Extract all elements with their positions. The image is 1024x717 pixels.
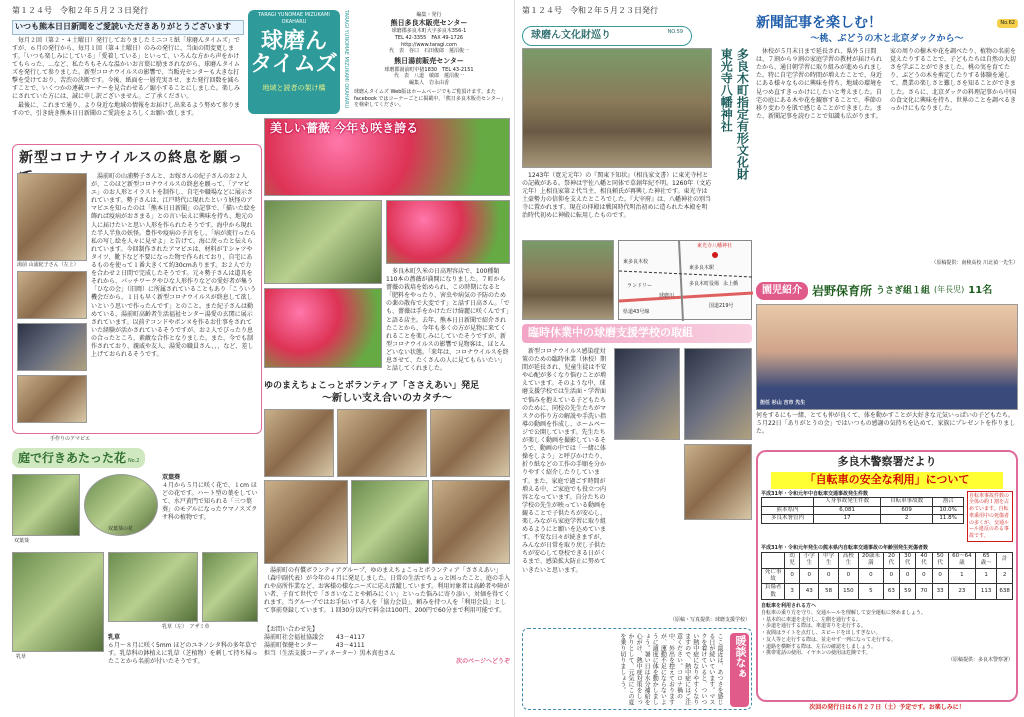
shinbun-headline: 新聞記事を楽しむ！ [756,15,882,31]
publisher-label: 編集・発行 [416,12,442,18]
notice-section [12,20,244,142]
rinji-section [522,324,752,626]
police-table1-cell: 17 [814,515,881,523]
map-shrine-marker [712,252,718,258]
police-table2-cell: 23 [948,584,975,600]
rinji-headline: 臨時休業中の球磨支援学校の取組 [522,324,752,343]
sasaeai-photo-3 [430,409,510,477]
garden-number: No.2 [127,458,140,464]
police-table2-cell: 58 [819,584,838,600]
map-label-route: 国道219号 [709,303,734,309]
shinbun-section [756,14,1018,280]
sasaeai-photo-4 [264,480,348,564]
amabie-photo-2 [17,323,87,371]
police-table1-cell: 6,081 [814,506,881,514]
police-rule-item: ・友人等と走行する際は、並走せず一列になって走行する。 [761,636,897,643]
garden-section [12,448,260,710]
garden-photo-4 [108,552,198,622]
amabie-caption: 手作りのアマビエ [50,436,91,442]
police-side-note: 自転車事故件数の全体の約１割を占めています。自転車乗用中の死傷者の多くが、交通ルール違反のある事故です。 [967,491,1013,542]
police-rule-item: ・道路を横断する際は、左右の確認をしましょう。 [761,643,877,650]
shinbun-credit: （原稿提供：南稜高校 川北禎一先生） [931,260,1018,267]
police-table2-row [762,568,1013,584]
hoikuen-name: 岩野保育所 [812,283,873,298]
police-table2-header-cell: 計 [997,552,1013,568]
bunkazai-photo-2 [522,240,614,320]
garden-caption-3: 乳草 [16,654,27,660]
police-table2-header-cell: 幼児 [785,552,800,568]
police-table2-cell: 3 [785,584,800,600]
danwa-section [522,628,752,710]
garden-flower1-body: ４月から５月に咲く花で、１cm ほどの花です。ハート型の葉をしていて、水戸黄門で知られる「三つ葉葵」のモデルになったウマノスズクサ科の植物です。 [162,482,258,522]
police-section [756,450,1018,702]
amabie-photo-3 [17,375,87,423]
garden-heading: 庭で行きあたった花 [18,451,127,465]
rinji-body: 新型コロナウイルス感染症対策のための臨時休業（休校）期間が延長され、児童生徒は不安や心配が多くなり悩むことが増えています。そのような中、球磨支援学校では生活面・学習面で悩みを抱えている子どもたちのために、同校の先生たちがマスクの作り方の解説や手洗い指導の動画を作成し、ホームページで公開しています。先生たちが楽しく動画を撮影しているそうで、動画の中では「一緒に体操をしよう」と呼びかけたり、折り紙などの工作の手順を分かりやすく紹介したりしています。また、家庭で過ごす時間が増える中、ご家庭でも役立つ内容となっています。自分たちの学校の先生が映っている動画を観ることで子供たちが安心し、楽しみながら家庭学習に取り組めるようにと願いを込めています。不安な日々が続きますが、みんなが日常を取り戻し子供たちが安心して登校できる日がくるまで、感染拡大防止に努めていきたいと思います。 [522,348,607,574]
police-table2-cell: 0 [932,568,948,584]
bunkazai-photo [522,48,712,168]
garden-photo-3 [12,552,104,652]
police-table1-header-cell: 割合 [933,498,964,506]
roses-body: 多良木町久米の日高理容店で、100種類110本の薔薇が満開になりました。７町から薔薇の栽培を始められ、この時期になると「肥料をやったり、害虫や病気の予防のための薬の散布で大変です」と話す日高さん。「でも、薔薇は手をかけただけ綺麗に咲くんです」と語る店主。去年、熊本日日新聞で紹介されたことから、今年も多くの方が見物に来てくれることを楽しみにしていたそうですが、新型コロナウイルスの影響で見物客は、ほとんどいない状態。「来年は、コロナウイルスを終息させて、たくさんの人に見てもらいたい」と話してくれました。 [386,268,510,373]
right-date: 令和２年５月２３日発行 [570,6,658,15]
map-label-taragi: 多良木町役場 [689,281,720,287]
police-table2-header-cell: 60〜64歳 [948,552,975,568]
police-heading: 多良木警察署だより [837,455,937,468]
map-rail [619,271,753,277]
shinbun-number: No.62 [997,19,1018,28]
police-table2-row [762,584,1013,600]
sasaeai-headline: ゆのまえちょこっとボランティア「ささえあい」発足 [264,381,480,391]
amabie-photo-1 [17,271,87,319]
police-rules [761,610,1013,657]
roses-heading: 美しい薔薇 今年も咲き誇る [270,121,419,135]
garden-flower2-name: 乳草 [108,634,121,641]
police-table2-cell: 638 [997,584,1013,600]
shinbun-body: 休校が５月末日まで延長され、県外５日間は、７割から９割の家庭学習の教材が届けられたから、通日朝学習に取り組みが進められました。特に自宅学習の時間が増えたことで、身近にある様々なものに興味を持ち、地域の環境を見つめ直すきっかけにしたいと考えました。自宅の庭にある木や花を観察することで、季節の移り変わりを肌で感じることができました。また、新聞記事を読むことで知識も広がります。家の周りの樹木や花を調べたり、植物の名前を覚えたりすることで、子どもたちは自然の大切さを学ぶことができました。桃の実を育てたり、ぶどうの木を剪定したりする体験を通して、農業の楽しさと難しさを知ることができました。さらに、北京ダックの料理記事から中国の食文化に興味を持ち、世界のことを調べるきっかけにもなりました。 [756,48,1017,120]
police-table1 [761,497,964,523]
roses-photo-4 [264,288,382,368]
sasaeai-contact-label: 【お問い合わせ先】 [264,625,319,633]
hoikuen-teacher: 担任 杉山 吉市 先生 [760,400,806,406]
police-table2-cell: 0 [900,568,916,584]
police-table2-cell: 0 [800,568,819,584]
map-label-landmark: ランドリー [627,283,653,289]
police-table1-header-row [762,498,964,506]
bunkazai-vertical: 多良木町指定有形文化財 東光寺八幡神社 [719,48,750,192]
police-table2-header-cell: 中学生 [819,552,838,568]
shinbun-sub: 〜桃、ぶどうの木と北京ダックから〜 [810,33,964,44]
map-label-station: 東多良木駅 [689,265,715,271]
police-table1-cell: 熊本県内 [762,506,814,514]
sasaeai-photo-2 [337,409,427,477]
sasaeai-contact-3: 担当（生活支援コーディネーター）黒木真也さん [264,649,396,657]
publisher-2-person: 代 表 八道 敏郎 蓮沼俊一 [393,73,464,80]
hoikuen-photo [756,304,1018,410]
bunkazai-number: NO.59 [667,29,683,35]
danwa-body: ここ最近は、あつさを感じる日が続いています。マスクを着けていると、ついつい熱中症になりやすくなりますので、熱中症にはご注意ください。コロナ禍の中、外出を控えておりますが、運動不足にならないように適度に体を動かしましょう。暑い日は水分補給を心がけ、熱中症対策をしっかりとして、元気にこの夏を乗り切りましょう。 [618,633,723,705]
police-table2-cell: 113 [975,584,996,600]
police-table2-cell: 負傷者数 [762,584,785,600]
roses-section [264,118,510,376]
garden-flower2 [108,634,258,666]
sasaeai-photo-5 [351,480,429,564]
garden-flower2-body: ６月〜８月に咲く5mm ほどのユキノシタ科の多年草です。乳草科の鉢植えに乳草（芝植物）を刺して持ち帰ったことから名前が付いたそうです。 [108,642,258,666]
notice-title: いつも熊本日日新聞をご愛読いただきありがとうございます [12,20,244,35]
bunkazai-section [522,26,752,320]
publisher-2-address: 球磨郡湯前町中猪1830 TEL 43-2151 [384,66,474,73]
police-rule-item: ・歩道を通行する際は、車道寄りを走行する。 [761,623,867,630]
footer-note: 次回の発行日は６月２７日（土）予定です。お楽しみに！ [809,704,965,711]
rinji-photo-3 [684,444,752,520]
garden-caption-2: 双葉葵の花 [108,526,134,532]
roses-photo-2 [264,200,382,284]
rinji-photo-1 [614,348,680,440]
right-issue: 第１２４号 [522,6,562,15]
police-table1-header-cell [762,498,814,506]
police-table2-header-cell [762,552,785,568]
sasaeai-sub: 〜新しい支え合いのカタチ〜 [322,393,452,405]
police-table2-cell: 2 [997,568,1013,584]
police-table2-cell: 150 [838,584,858,600]
sasaeai-photo-1 [264,409,334,477]
police-rules-intro: 自転車を利用される方へ [761,603,817,610]
masthead-top: TARAGI YUNOMAE MIZUKAMI OKAHARU [258,12,330,25]
police-table2-cell: 0 [785,568,800,584]
corona-photo [17,173,87,261]
sasaeai-contact-2: 湯前町保健センター 43－4111 [264,641,365,649]
police-table2-header-cell: 高校生 [838,552,858,568]
publisher-1: 熊日多良木販売センター [390,18,468,27]
police-table2 [761,552,1013,601]
police-table2-cell: 1 [948,568,975,584]
police-table1-row [762,506,964,514]
police-rule-item: ・基本的に車道を走行し、左側を通行する。 [761,616,862,623]
sasaeai-body: 湯前町の有償ボランティアグループ、ゆのまえちょこっとボランティア「ささえあい」（森中副代表）が今年の４月に発足しました。日常の生活でちょっと困ったこと、庭の手入れや高所作業など、お客様の様なニーズに応え活躍しています。利用対象者は高齢者や障がい者、子育て世代で「ささいなことや頼みにくい」といった悩みに寄り添い、対価を得てくれます。当グループではお手伝いする人を「協力会員」、頼みを持つ人を「利用会員」として事前登録しています。１回30分以内で料金は100円、200円で60分まで利用可能です。 [264,566,511,615]
map-label-bridge: 永上橋 [723,281,739,287]
corona-headline: 新型コロナウイルスの終息を願っ [19,150,244,166]
police-table2-header-cell: 40代 [916,552,932,568]
police-table2-header-cell: 20代 [883,552,899,568]
sasaeai-continue: 次のページへどうぞ [456,658,510,666]
amabie-photos [17,271,87,429]
masthead-side: TARAGI YUNOMAE MIZUKAMI OKAHARU [342,10,349,109]
hoikuen-section [756,282,1018,448]
police-table2-header-cell: 65歳〜 [975,552,996,568]
publisher-1-address: 球磨郡多良木町大字多良木356-1 [391,28,467,35]
publisher-box [354,12,504,118]
police-table2-cell: 5 [858,584,883,600]
corona-section [12,144,262,434]
map-label-shrine: 東光寺八幡神社 [697,243,733,249]
hoikuen-count: 11名 [968,285,993,296]
police-rule-item: ・夜間はライトを点灯し、スピードを出しすぎない。 [761,630,881,637]
page-divider [514,0,515,717]
police-table2-header-cell: 50代 [932,552,948,568]
bunkazai-body: 1243年（寛元元年）の『関東下知状』（相良家文書）に東光寺村との記載がある。祭神は宇佐八幡と同体で草創年紀不明。1260年（文応元年）上相良家第２代当主、相良頼氏が再興した神社です。東光寺は土豪勢力の信仰を支えたところでした。『大宰府』は、八幡神社の別当寺に置かれます。現在の拝殿は戦国時代明治初めに造られた本殿を明治時代初めに神殿に転用したものです。 [522,172,712,220]
police-table2-cell: 0 [883,568,899,584]
publisher-1-web[interactable]: http://www.taragi.com [401,41,457,48]
garden-caption-1: 双葉葵 [14,538,30,544]
publisher-1-tel: TEL 42-3355 FAX 49-1726 [394,34,464,41]
masthead [248,10,340,114]
hoikuen-age: (年長児) [934,285,965,295]
left-issue-line [12,6,148,17]
corona-caption: 湯前 山浦紀子さん（左上） [17,262,79,268]
roses-photo-3 [386,200,510,264]
publisher-2: 熊日湯前販売センター [394,57,464,66]
police-table2-cell: 0 [819,568,838,584]
masthead-title-2: タイムズ [250,51,338,77]
rinji-credit: （原稿・写真提供：球磨支援学校） [669,617,750,624]
police-table1-cell: 2 [881,515,933,523]
sasaeai-photo-6 [432,480,510,564]
notice-body: 毎月２回（第２・４土曜日）発行しておりましたミニコミ紙「球磨んタイムズ」ですが、６月の発行から、毎月１回（第４土曜日）のみの発行に、当面の間変更します。「いつも楽しみにしている」「愛着している」といって、いろんな方から声をかけてもらった、…など、私たちもそんな温かいお言葉に励まされながら、球磨んタイムズを発行して参りました。新型コロナウイルスの影響で、当販売センターも大きな打撃を受けており、苦渋の決断です。今後、紙面を一層充実させ、また発行回数を減らすことで、いくつかの連載コーナーを見合わせる／縮小することにしました。楽しみにされていた方には、誠に申し訳ございません。ご了承ください。 [12,36,240,101]
left-date: 令和２年５月２３日発行 [60,6,148,15]
hoikuen-class: うさぎ組１組 [876,285,931,296]
police-rule-item: ・携帯電話の使用、イヤホンの使用は危険です。 [761,650,871,657]
sns-note: 球磨んタイムズ Web版はホームページでもご覧頂けます。また facebook ではコーナーごとに掲載中。「熊日多良木販売センター」を検索してください。 [354,88,504,109]
police-headline: 「自転車の安全な利用」について [771,472,1003,489]
police-table1-cell: 多良木署管内 [762,515,814,523]
hoikuen-banner: 園児紹介 [756,282,808,300]
sasaeai-section [264,380,510,710]
masthead-title-1: 球磨ん [260,28,327,54]
rinji-photo-2 [684,348,752,440]
sasaeai-contact-1: 湯前町社会福祉協議会 43－4117 [264,633,365,641]
police-table2-cell: 0 [838,568,858,584]
left-issue: 第１２４号 [12,6,52,15]
bunkazai-map [618,240,752,320]
police-table2-cell: 死亡事故 [762,568,785,584]
garden-photo-1 [12,474,80,536]
police-table1-cell: 11.8% [933,515,964,523]
police-credit: （原稿提供：多良木警察署） [947,657,1013,664]
police-table2-header-cell: 20歳未満 [858,552,883,568]
police-table2-cell: 59 [900,584,916,600]
notice-closing: 最後に、これまで通り、より身近な地域の情報をお届けし出来るよう努めて参りますので、引き続き熊本日日新聞のご愛読をよろしくお願い致します。 [12,101,241,117]
police-table2-cell: 1 [975,568,996,584]
map-label-road: 県道43号線 [623,309,650,315]
police-table2-cell: 70 [916,584,932,600]
map-road [679,241,683,321]
bunkazai-banner: 球磨ん文化財巡り [531,30,611,41]
hoikuen-body: 何をするにも一緒、とても仲が良くて、体を動かすことが大好きな元気いっぱいの子どもたち。５月22日「ありがとうの会」ではいつもの感謝の気持ちを込めて、家族にプレゼントを作りました。 [756,412,1016,436]
police-table2-header-row [762,552,1013,568]
garden-photo-5 [202,552,258,622]
map-label-river: 球磨川 [659,293,675,299]
masthead-tagline: 地域と読者の架け橋 [262,83,326,92]
police-table1-cell: 10.0% [933,506,964,514]
police-table2-cell: 0 [916,568,932,584]
police-table2-title: 平成31年・令和元年発生の熊本県内自転車交通事故の年齢別発生死傷者数 [761,544,928,551]
publisher-1-person: 代 表 谷口 石田俊郎 蓮沼俊一 [388,48,469,55]
police-table1-header-cell: 人身事故発生件数 [814,498,881,506]
police-table2-cell: 33 [932,584,948,600]
police-table2-cell: 63 [883,584,899,600]
police-table2-cell: 0 [858,568,883,584]
map-route [619,293,753,301]
right-issue-line [522,6,658,17]
garden-flower1 [162,474,258,523]
police-table1-cell: 609 [881,506,933,514]
police-rule-item: 自転車の乗り方を守り、交通ルールを理解して安全運転に努めましょう。 [761,609,926,616]
police-table2-header-cell: 30代 [900,552,916,568]
corona-body: 湯前町の山浦勢子さんと、お嫁さんの紀子さんのお２人が、このほど新型コロナウイルスの終息を願って、「アマビエ」のお人形とイラストを制作し、自宅や職場などに展示されています。勢子さんは、江戸時代に現れたという妖怪のアマビエを知ったのは「熊本日日新聞」の記事で、「描いた絵を飾れば疫病がおさまる」との言い伝えに興味を持ち、地元の人に届けたいと思い人形を作られたそうです。海中から現れた半人半魚の妖怪。豊作や疫病の予言をし、「病が流行ったら私の写し絵を人々に見せよ」と告げて、海に戻ったと伝えられています。今回制作されたアマビエは、材料がＴシャツやタイツ、靴下など不要になった物で作られており、自宅にあるものを使って１番大きくて約30cmあります。お２人で力を合わせ２日間で完成したそうです。元々勢子さんは道具をそれから、パッチワークやひな人形作りなどの愛好者が集う「ひなの会」（旧岡）に所属されていることもあり「こういう機会だから、１日も早く新型コロナウイルスが終息して欲しいという思いで作ったんです」とのこと。また紀子さんは勤めている、湯前町高齢者生活福祉センター湯愛の玄関に展示されています。以前テコンドやボンヌを作るお仕事をされていた経験が活かされているそうですが、お２人でびったり息の合ったところ、素敵な合作となりました。また、今でも制作されており、親戚や友人、湯愛の職員さん、、、など、差し上げておられるそうです。 [91,173,257,359]
danwa-heading: 暖談なぁ [730,633,749,707]
garden-caption-4: 乳草（左） アザミ草 [162,624,210,630]
police-table2-header-cell: 小学生 [800,552,819,568]
police-table1-header-cell: 自転車事故数 [881,498,933,506]
garden-flower1-name: 双葉葵 [162,474,181,481]
police-table1-row [762,515,964,523]
publisher-2-head: 編集人 岩永由香 [408,80,449,87]
police-table1-title: 平成31年・令和元年中自転車交通事故発生件数 [761,490,868,497]
map-label-school: 東多良木校 [623,259,649,265]
police-table2-cell: 43 [800,584,819,600]
